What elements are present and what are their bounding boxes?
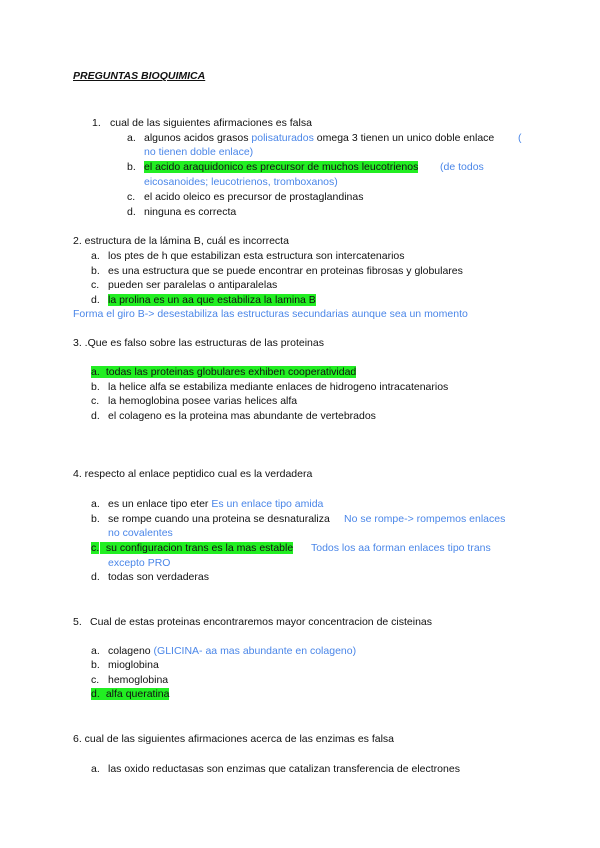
question-text: 2. estructura de la lámina B, cuál es incorrecta (73, 235, 289, 247)
option-a (108, 497, 323, 511)
option-c: la hemoglobina posee varias helices alfa (108, 395, 298, 407)
option-text: algunos acidos grasos (144, 132, 252, 144)
option-c: el acido oleico es precursor de prostaglandinas (144, 191, 364, 203)
option-b: la helice alfa se estabiliza mediante enlaces de hidrogeno intracatenarios (108, 381, 449, 393)
comment-text: polisaturados (251, 132, 314, 144)
comment-text: Todos los aa forman enlaces tipo trans (311, 542, 491, 554)
correct-answer-highlight: su configuracion trans es la mas estable (105, 542, 294, 554)
correct-answer-highlight: alfa queratina (105, 688, 170, 700)
comment-text: (de todos (440, 161, 484, 173)
comment-text: (GLICINA- aa mas abundante en colageno) (153, 645, 357, 657)
option-d (108, 293, 316, 307)
option-marker: c. (91, 395, 100, 407)
option-b: es una estructura que se puede encontrar en proteinas fibrosas y globulares (108, 265, 463, 277)
option-a: los ptes de h que estabilizan esta estructura son intercatenarios (108, 250, 405, 262)
correct-answer-highlight: la prolina es un aa que estabiliza la lamina B (108, 294, 316, 306)
option-a (144, 131, 494, 145)
option-marker: d. (91, 294, 100, 306)
comment-text: no covalentes (108, 527, 173, 539)
option-marker: c. (91, 279, 100, 291)
option-marker: c. (91, 674, 100, 686)
correct-answer-highlight: todas las proteinas globulares exhiben cooperatividad (105, 366, 357, 378)
option-a (108, 644, 356, 658)
option-b (144, 160, 418, 174)
option-c: pueden ser paralelas o antiparalelas (108, 279, 278, 291)
comment-text: eicosanoides; leucotrienos, tromboxanos) (144, 176, 338, 188)
explanation-note: Forma el giro B-> desestabiliza las estructuras secundarias aunque sea un momento (73, 308, 468, 320)
comment-text: No se rompe-> rompemos enlaces (344, 513, 506, 525)
option-marker: c. (91, 542, 100, 554)
option-marker: d. (91, 410, 100, 422)
option-marker: a. (91, 498, 100, 510)
comment-text: excepto PRO (108, 557, 171, 569)
option-marker: a. (91, 763, 100, 775)
option-d (100, 687, 169, 701)
option-d: todas son verdaderas (108, 571, 209, 583)
option-marker: b. (91, 381, 100, 393)
option-marker: b. (91, 265, 100, 277)
option-d: el colageno es la proteina mas abundante de vertebrados (108, 410, 376, 422)
comment-text: Es un enlace tipo amida (211, 498, 324, 510)
option-marker: a. (91, 366, 100, 378)
question-text: Cual de estas proteinas encontraremos mayor concentracion de cisteinas (90, 616, 433, 628)
option-marker: a. (127, 132, 136, 144)
option-marker: d. (127, 206, 136, 218)
question-number: 5. (73, 616, 82, 628)
question-text: 3. .Que es falso sobre las estructuras de las proteinas (73, 337, 324, 349)
option-marker: b. (127, 161, 136, 173)
question-number: 1. (92, 117, 101, 129)
comment-text: no tienen doble enlace) (144, 146, 254, 158)
option-d: ninguna es correcta (144, 206, 237, 218)
question-text: 4. respecto al enlace peptidico cual es la verdadera (73, 468, 313, 480)
option-marker: a. (91, 645, 100, 657)
option-marker: b. (91, 659, 100, 671)
option-marker: d. (91, 688, 100, 700)
question-text: cual de las siguientes afirmaciones es falsa (110, 117, 312, 129)
option-a: las oxido reductasas son enzimas que catalizan transferencia de electrones (108, 763, 460, 775)
option-marker: b. (91, 513, 100, 525)
option-text: colageno (108, 645, 154, 657)
option-text-cont: omega 3 tienen un unico doble enlace (313, 132, 495, 144)
comment-text: ( (518, 132, 522, 144)
option-b: mioglobina (108, 659, 159, 671)
option-a (100, 365, 356, 379)
question-text: 6. cual de las siguientes afirmaciones acerca de las enzimas es falsa (73, 733, 394, 745)
option-c: hemoglobina (108, 674, 169, 686)
option-c (100, 541, 293, 555)
option-marker: d. (91, 571, 100, 583)
option-marker: a. (91, 250, 100, 262)
correct-answer-highlight: el acido araquidonico es precursor de muchos leucotrienos (144, 161, 419, 173)
option-marker: c. (127, 191, 136, 203)
option-b: se rompe cuando una proteina se desnaturaliza (108, 513, 330, 525)
option-text: es un enlace tipo eter (108, 498, 212, 510)
page-title: PREGUNTAS BIOQUIMICA (73, 70, 206, 82)
